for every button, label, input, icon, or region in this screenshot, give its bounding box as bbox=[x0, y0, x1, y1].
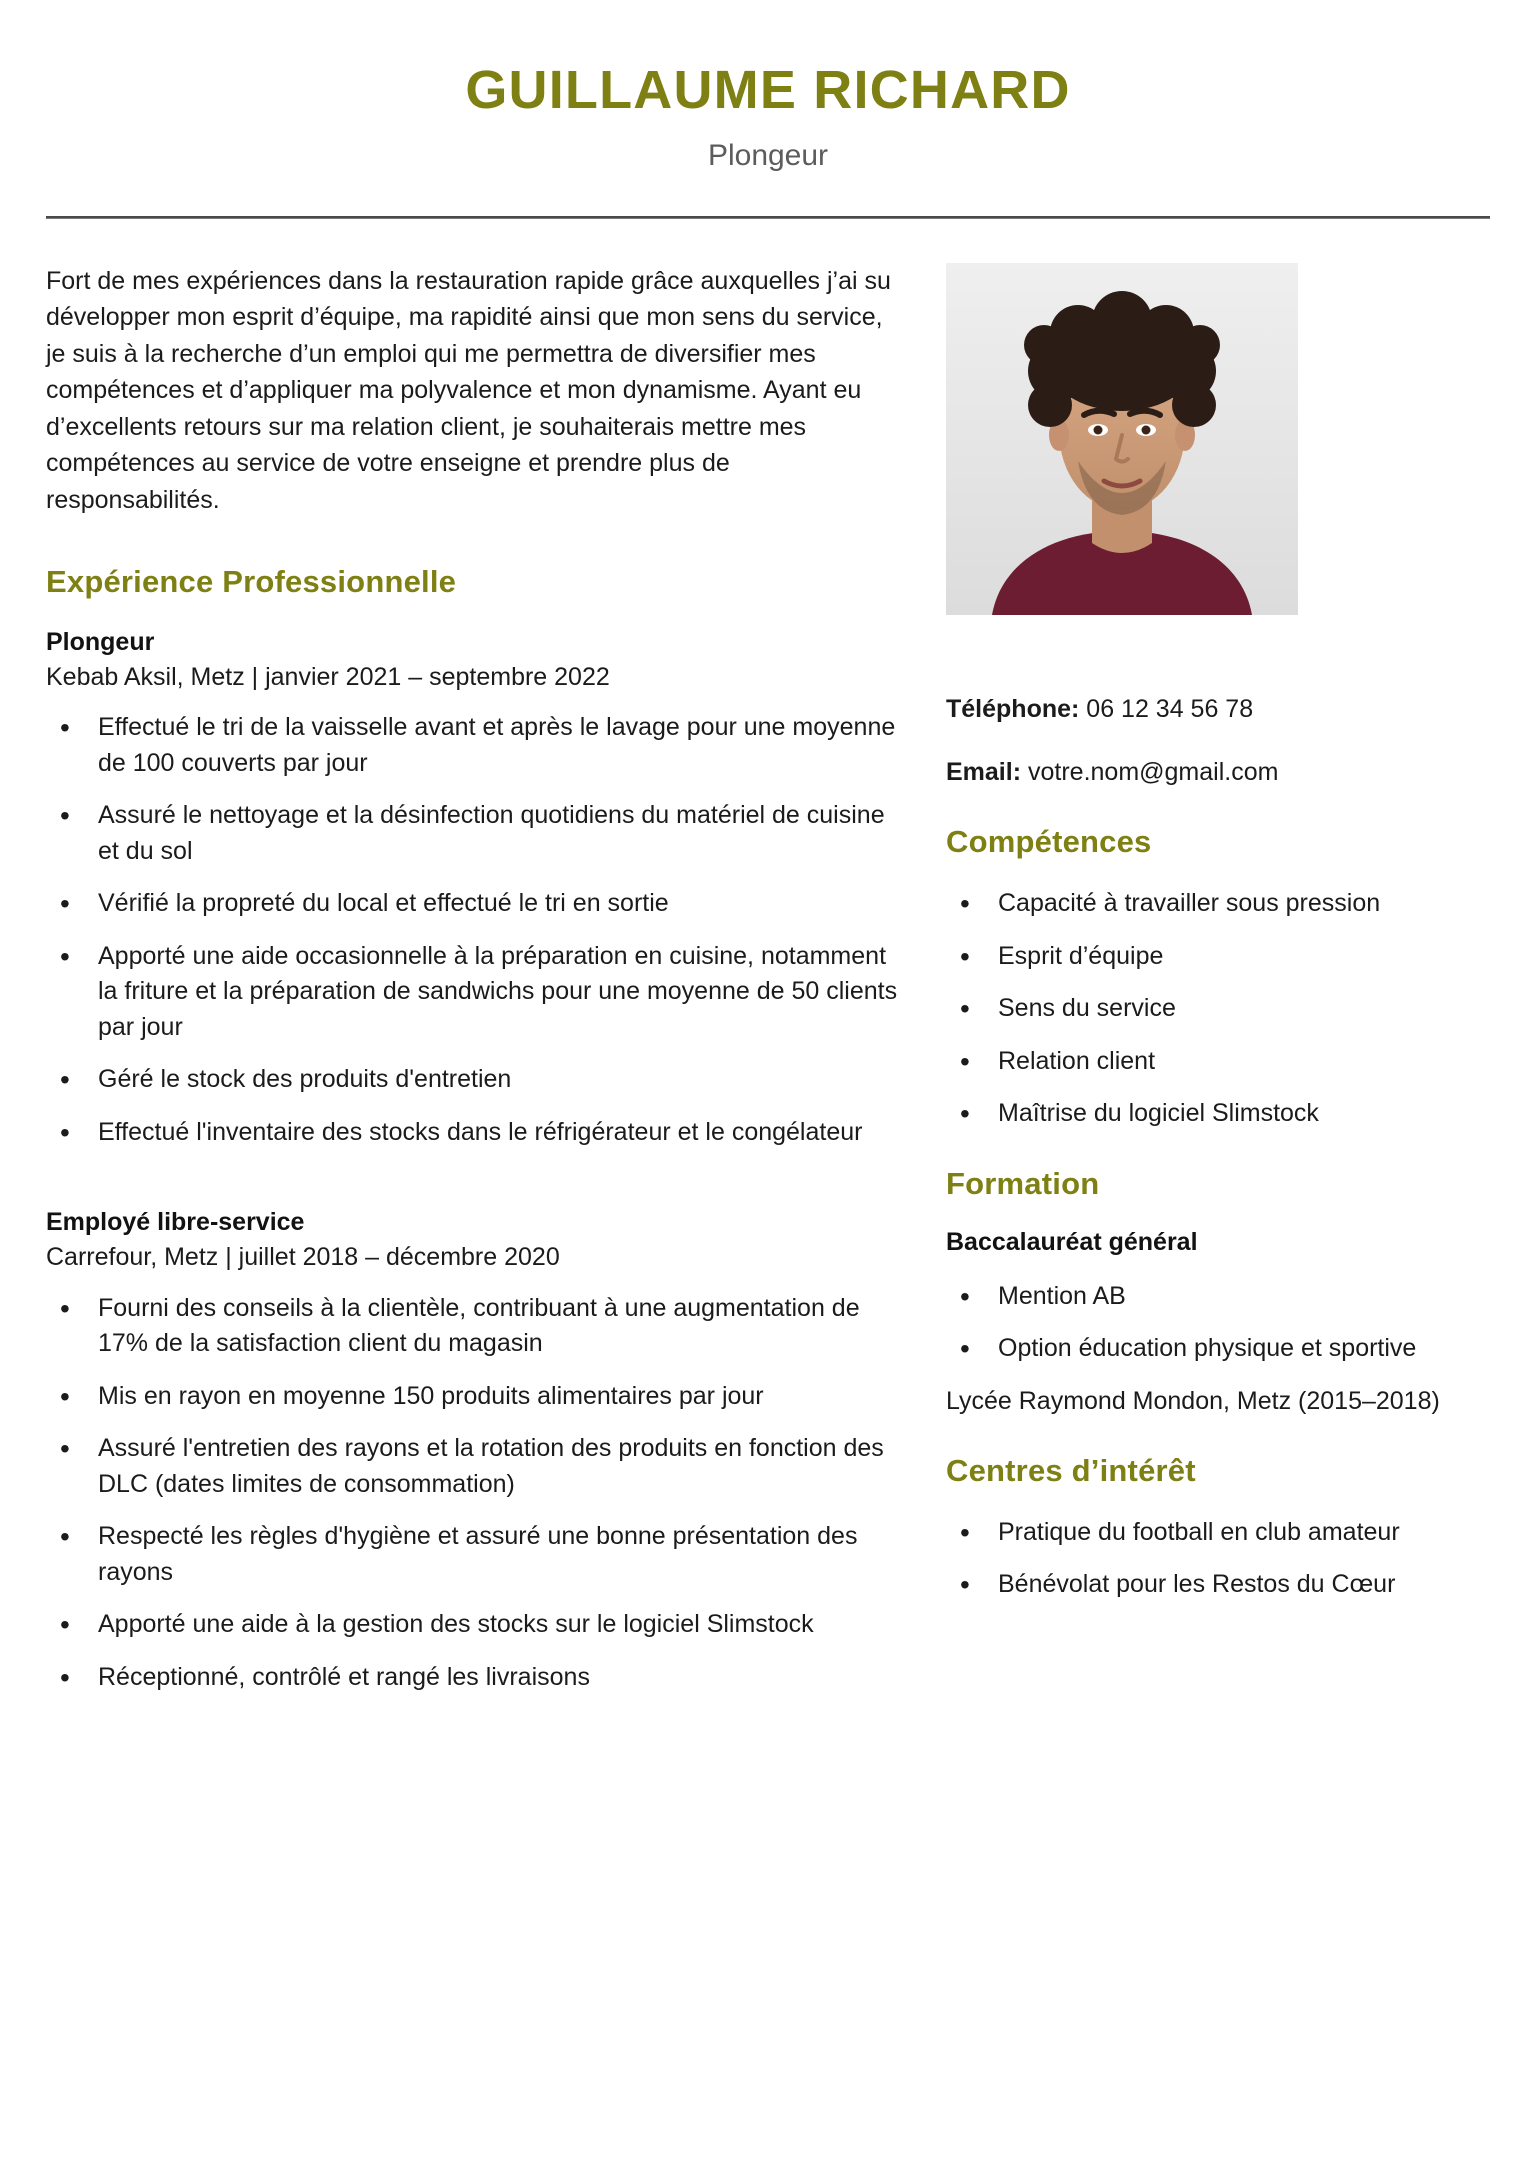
portrait-photo-icon bbox=[946, 263, 1298, 615]
interests-list bbox=[946, 1515, 1490, 1603]
list-item: • Assuré le nettoyage et la désinfection quotidiens du matériel de cuisine et du sol bbox=[46, 798, 900, 869]
list-item: • Capacité à travailler sous pression bbox=[946, 886, 1490, 922]
list-item: • Maîtrise du logiciel Slimstock bbox=[946, 1096, 1490, 1132]
section-heading-skills: Compétences bbox=[946, 824, 1152, 860]
experience-job-title: Employé libre-service bbox=[46, 1208, 305, 1237]
list-item: • Sens du service bbox=[946, 991, 1490, 1027]
section-heading-education: Formation bbox=[946, 1165, 1100, 1201]
list-item: • Option éducation physique et sportive bbox=[946, 1331, 1490, 1367]
experience-job-title: Plongeur bbox=[46, 628, 155, 657]
list-item: • Esprit d’équipe bbox=[946, 939, 1490, 975]
list-item: • Vérifié la propreté du local et effectué le tri en sortie bbox=[46, 886, 900, 922]
experience-bullet-list bbox=[46, 710, 900, 1150]
experience-bullet-list bbox=[46, 1291, 900, 1696]
contact-email-label: Email: bbox=[946, 758, 1022, 787]
list-item: • Géré le stock des produits d'entretien bbox=[46, 1062, 900, 1098]
section-heading-interests: Centres d’intérêt bbox=[946, 1452, 1196, 1488]
contact-email bbox=[946, 756, 1490, 790]
contact-phone-value: 06 12 34 56 78 bbox=[1086, 694, 1254, 723]
sidebar-column bbox=[946, 263, 1490, 1620]
list-item: • Apporté une aide à la gestion des stocks sur le logiciel Slimstock bbox=[46, 1607, 900, 1643]
list-item: • Réceptionné, contrôlé et rangé les livraisons bbox=[46, 1660, 900, 1696]
experience-job-meta: Carrefour, Metz | juillet 2018 – décembre 2020 bbox=[46, 1243, 560, 1272]
list-item: • Mention AB bbox=[946, 1279, 1490, 1315]
contact-phone bbox=[946, 693, 1490, 727]
list-item: • Mis en rayon en moyenne 150 produits alimentaires par jour bbox=[46, 1379, 900, 1415]
page-title: GUILLAUME RICHARD bbox=[465, 60, 1071, 120]
section-heading-experience: Expérience Professionnelle bbox=[46, 564, 457, 600]
experience-entry bbox=[46, 626, 900, 1150]
experience-entry bbox=[46, 1206, 900, 1695]
education-school: Lycée Raymond Mondon, Metz (2015–2018) bbox=[946, 1386, 1440, 1415]
profile-summary: Fort de mes expériences dans la restauration rapide grâce auxquelles j’ai su développer mon esprit d’équipe, ma rapidité ainsi que mon sens du service, je suis à la recherche d’un emploi qui me permettra de diversifier mes compétences et d’appliquer ma polyvalence et mon dynamisme. Ayant eu d’excellents retours sur ma relation client, je souhaiterais mettre mes compétences au service de votre enseigne et prendre plus de responsabilités. bbox=[46, 266, 891, 514]
list-item: • Fourni des conseils à la clientèle, contribuant à une augmentation de 17% de la satisfaction client du magasin bbox=[46, 1291, 900, 1362]
job-subtitle: Plongeur bbox=[707, 138, 829, 172]
education-list bbox=[946, 1279, 1490, 1367]
list-item: • Pratique du football en club amateur bbox=[946, 1515, 1490, 1551]
contact-email-value: votre.nom@gmail.com bbox=[1027, 758, 1279, 787]
content-columns bbox=[0, 263, 1536, 1713]
education-degree: Baccalauréat général bbox=[946, 1227, 1198, 1256]
main-column bbox=[46, 263, 946, 1713]
list-item: • Effectué l'inventaire des stocks dans le réfrigérateur et le congélateur bbox=[46, 1115, 900, 1151]
list-item: • Respecté les règles d'hygiène et assuré une bonne présentation des rayons bbox=[46, 1519, 900, 1590]
list-item: • Relation client bbox=[946, 1044, 1490, 1080]
resume-header bbox=[0, 0, 1536, 172]
header-divider bbox=[46, 216, 1490, 219]
experience-job-meta: Kebab Aksil, Metz | janvier 2021 – septembre 2022 bbox=[46, 662, 610, 691]
avatar bbox=[946, 263, 1298, 615]
list-item: • Apporté une aide occasionnelle à la préparation en cuisine, notamment la friture et la préparation de sandwichs pour une moyenne de 50 clients par jour bbox=[46, 939, 900, 1046]
list-item: • Bénévolat pour les Restos du Cœur bbox=[946, 1567, 1490, 1603]
list-item: • Assuré l'entretien des rayons et la rotation des produits en fonction des DLC (dates limites de consommation) bbox=[46, 1431, 900, 1502]
skills-list bbox=[946, 886, 1490, 1132]
contact-phone-label: Téléphone: bbox=[946, 694, 1080, 723]
list-item: • Effectué le tri de la vaisselle avant et après le lavage pour une moyenne de 100 couverts par jour bbox=[46, 710, 900, 781]
